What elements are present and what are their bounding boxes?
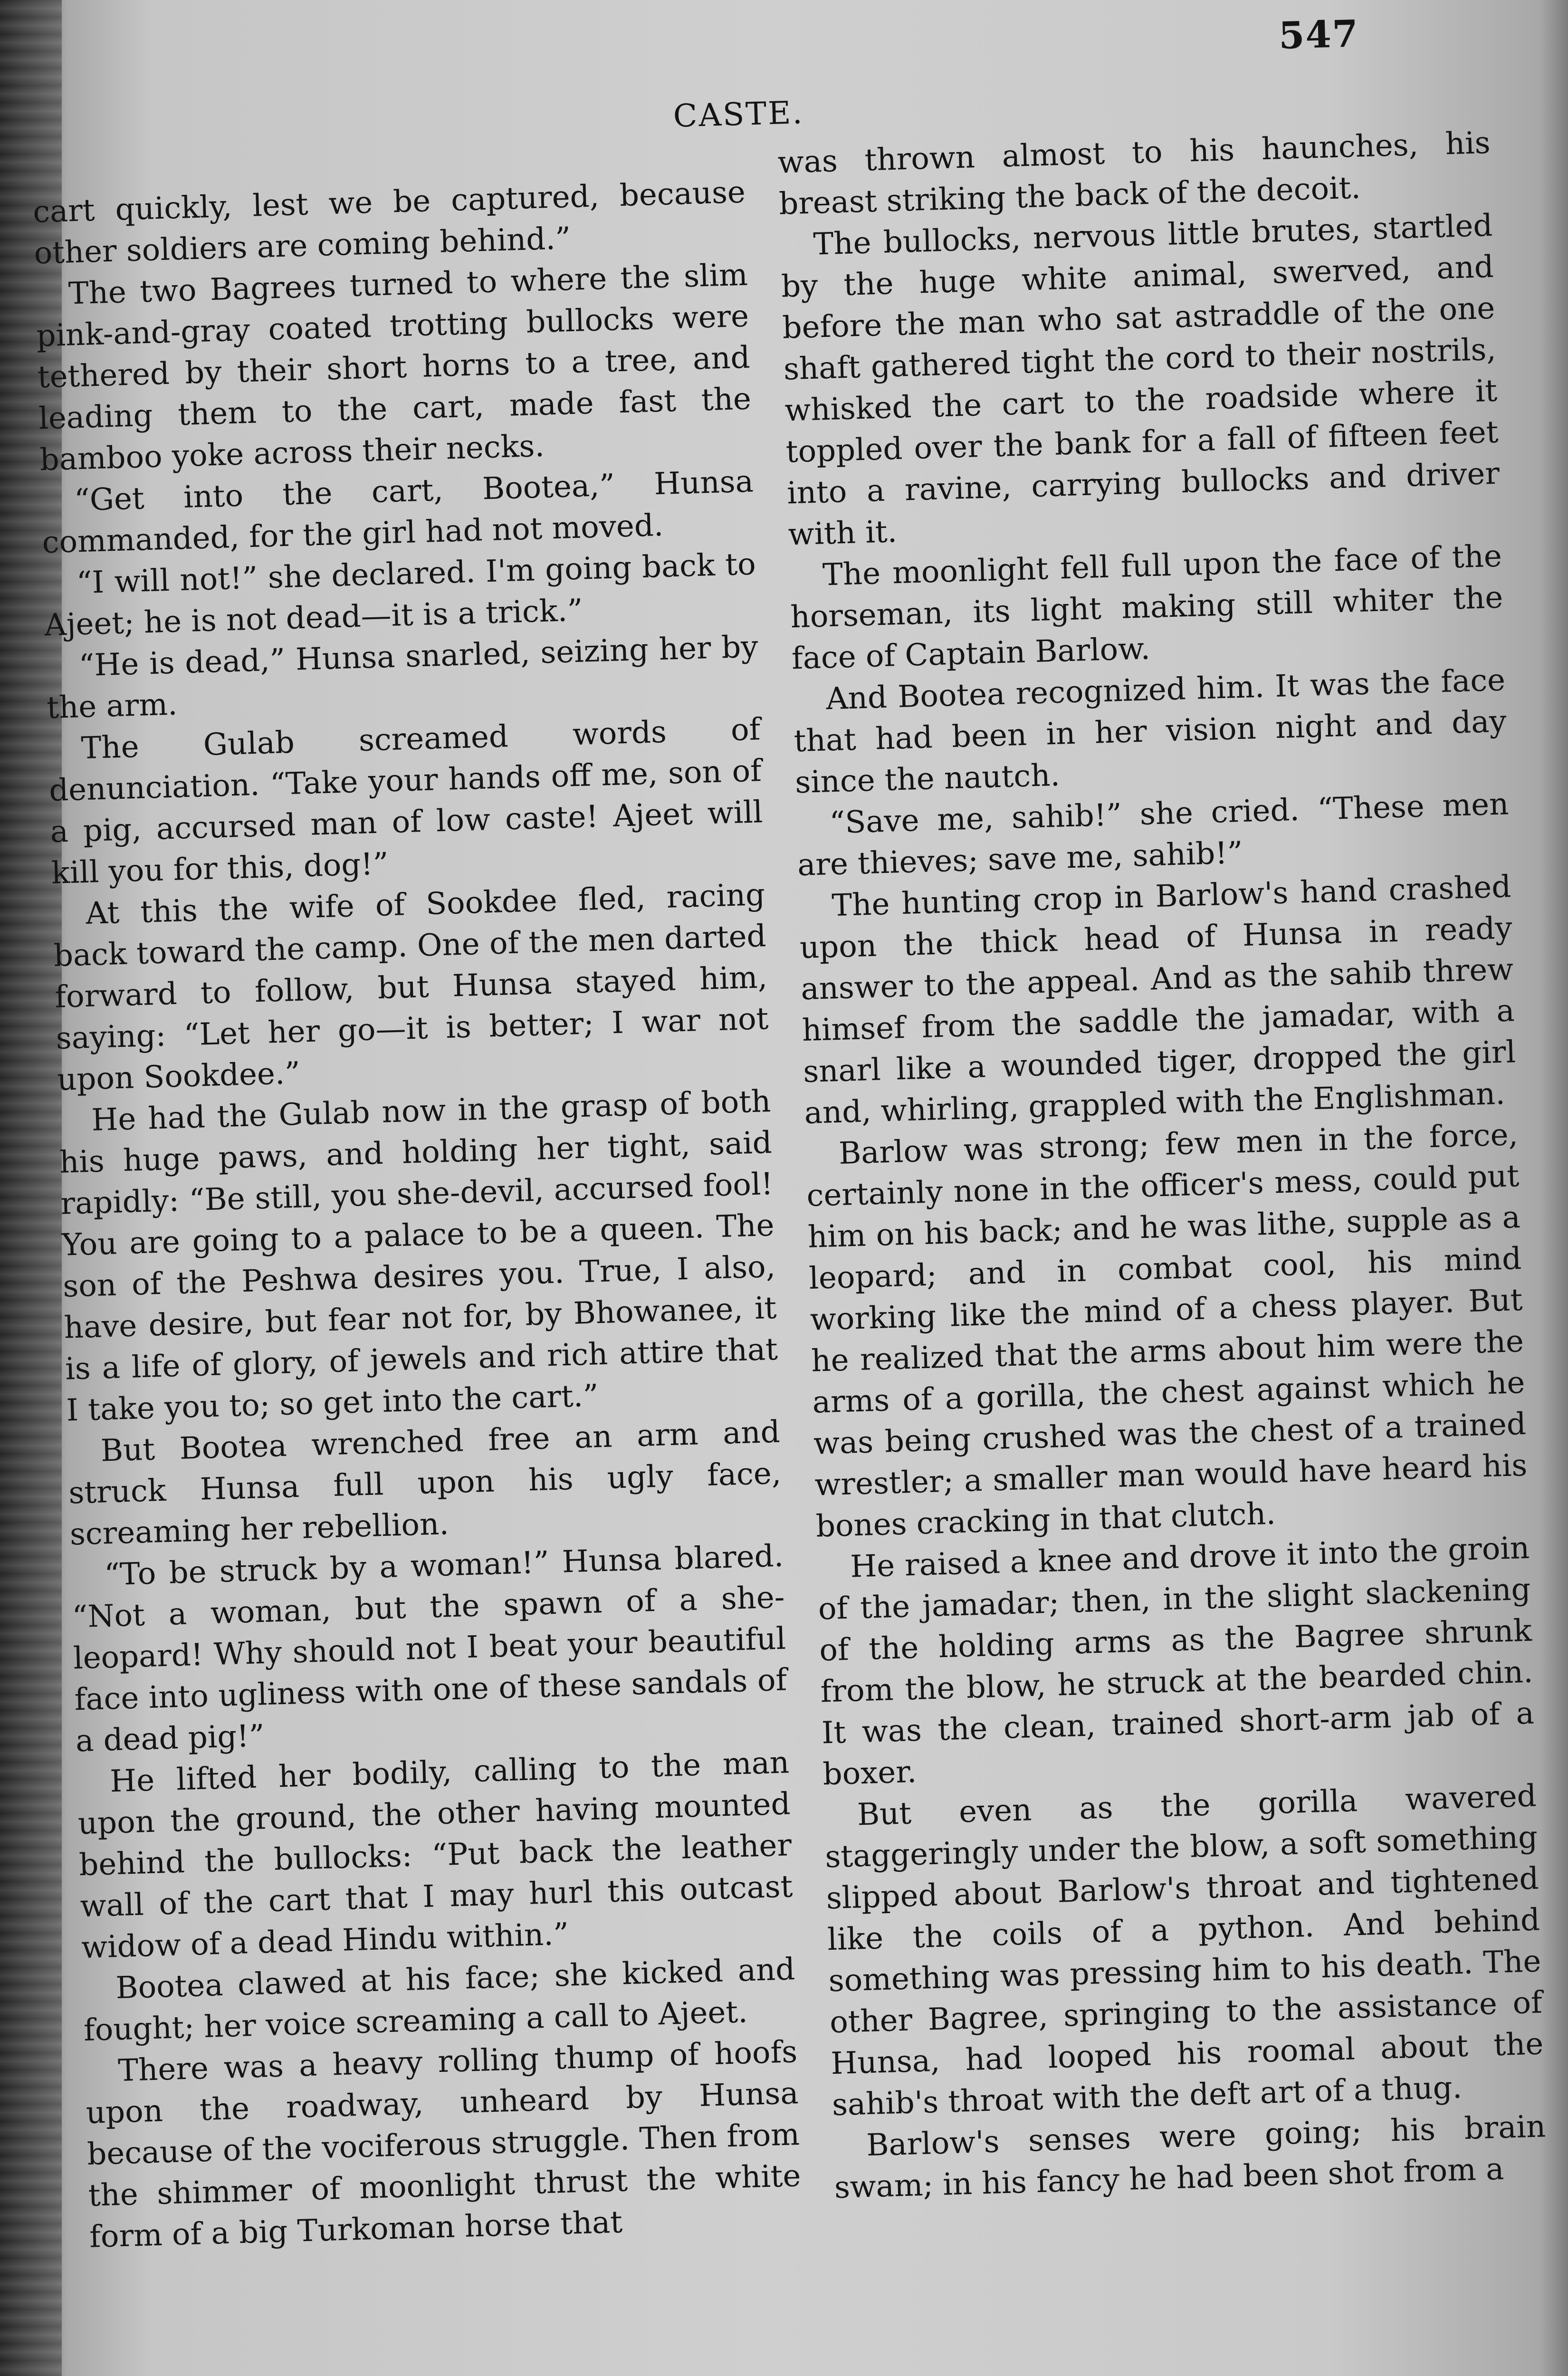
paragraph: The Gulab screamed words of denunciation. “Take your hands off me, son of a pig, accursed man of low caste! Ajeet will kill you for this, dog!”: [48, 712, 764, 891]
right-text-column: [777, 123, 1548, 2209]
paragraph: He had the Gulab now in the grasp of both his huge paws, and holding her tight, said rapidly: “Be still, you she-devil, accursed fool! You are going to a palace to be a queen. The son of the Peshwa desires you. True, I also, have desire, but fear not for, by Bhowanee, it is a life of glory, of jewels and rich attire that I take you to; so get into the cart.”: [59, 1083, 778, 1428]
paragraph: “He is dead,” Hunsa snarled, seizing her by the arm.: [46, 629, 759, 726]
paragraph: “Get into the cart, Bootea,” Hunsa commanded, for the girl had not moved.: [41, 464, 754, 561]
paragraph: The two Bagrees turned to where the slim pink-and-gray coated trotting bullocks were tethered by their short horns to a tree, and leading them to the cart, made fast the bamboo yoke across their necks.: [36, 257, 752, 478]
paragraph: And Bootea recognized him. It was the face that had been in her vision night and day since the nautch.: [793, 662, 1507, 801]
paragraph: Barlow was strong; few men in the force, certainly none in the officer's mess, could put him on his back; and he was lithe, supple as a leopard; and in combat cool, his mind working like the mind of a chess player. But he realized that the arms about him were the arms of a gorilla, the chest against which he was being crushed was the chest of a trained wrestler; a smaller man would have heard his bones cracking in that clutch.: [806, 1117, 1528, 1544]
paragraph: Bootea clawed at his face; she kicked and fought; her voice screaming a call to Ajeet.: [83, 1952, 796, 2049]
paragraph: The hunting crop in Barlow's hand crashed upon the thick head of Hunsa in ready answer to the appeal. And as the sahib threw himsef from the saddle the jamadar, with a snarl like a wounded tiger, dropped the girl and, whirling, grappled with the Englishman.: [799, 869, 1516, 1131]
paragraph: But Bootea wrenched free an arm and struck Hunsa full upon his ugly face, screaming her rebellion.: [68, 1414, 782, 1552]
left-text-column: [32, 172, 803, 2258]
paragraph: But even as the gorilla wavered staggeringly under the blow, a soft something slipped about Barlow's throat and tightened like the coils of a python. And behind something was pressing him to his death. The other Bagree, springing to the assistance of Hunsa, had looped his roomal about the sahib's throat with the deft art of a thug.: [824, 1778, 1544, 2123]
paragraph: The moonlight fell full upon the face of the horseman, its light making still whiter the face of Captain Barlow.: [790, 538, 1504, 677]
paragraph: The bullocks, nervous little brutes, startled by the huge white animal, swerved, and before the man who sat astraddle of the one shaft gathered tight the cord to their nostrils, whisked the cart to the roadside where it toppled over the bank for a fall of fifteen feet into a ravine, carrying bullocks and driver with it.: [781, 208, 1500, 553]
paragraph: “I will not!” she declared. I'm going back to Ajeet; he is not dead—it is a trick.”: [44, 546, 756, 643]
paragraph: At this the wife of Sookdee fled, racing back toward the camp. One of the men darted forward to follow, but Hunsa stayed him, saying: “Let her go—it is better; I war not upon Sookdee.”: [53, 877, 769, 1098]
paragraph: cart quickly, lest we be captured, because other soldiers are coming behind.”: [32, 174, 746, 271]
paragraph: There was a heavy rolling thump of hoofs upon the roadway, unheard by Hunsa because of the vociferous struggle. Then from the shimmer of moonlight thrust the white form of a big Turkoman horse that: [85, 2034, 802, 2255]
page-number: 547: [1278, 12, 1360, 58]
paragraph: He lifted her bodily, calling to the man upon the ground, the other having mounted behind the bullocks: “Put back the leather wall of the cart that I may hurl this outcast widow of a dead Hindu within.”: [77, 1745, 794, 1966]
running-head: CASTE.: [672, 94, 804, 134]
paragraph: He raised a knee and drove it into the groin of the jamadar; then, in the slight slackening of the holding arms as the Bagree shrunk from the blow, he struck at the bearded chin. It was the clean, trained short-arm jab of a boxer.: [817, 1530, 1535, 1792]
paragraph: “Save me, sahib!” she cried. “These men are thieves; save me, sahib!”: [797, 786, 1510, 883]
paragraph: Barlow's senses were going; his brain swam; in his fancy he had been shot from a: [833, 2109, 1547, 2206]
paragraph: was thrown almost to his haunches, his breast striking the back of the decoit.: [777, 125, 1491, 222]
paragraph: “To be struck by a woman!” Hunsa blared. “Not a woman, but the spawn of a she-leopard! Why should not I beat your beautiful face into ugliness with one of these sandals of a dead pig!”: [71, 1538, 788, 1759]
